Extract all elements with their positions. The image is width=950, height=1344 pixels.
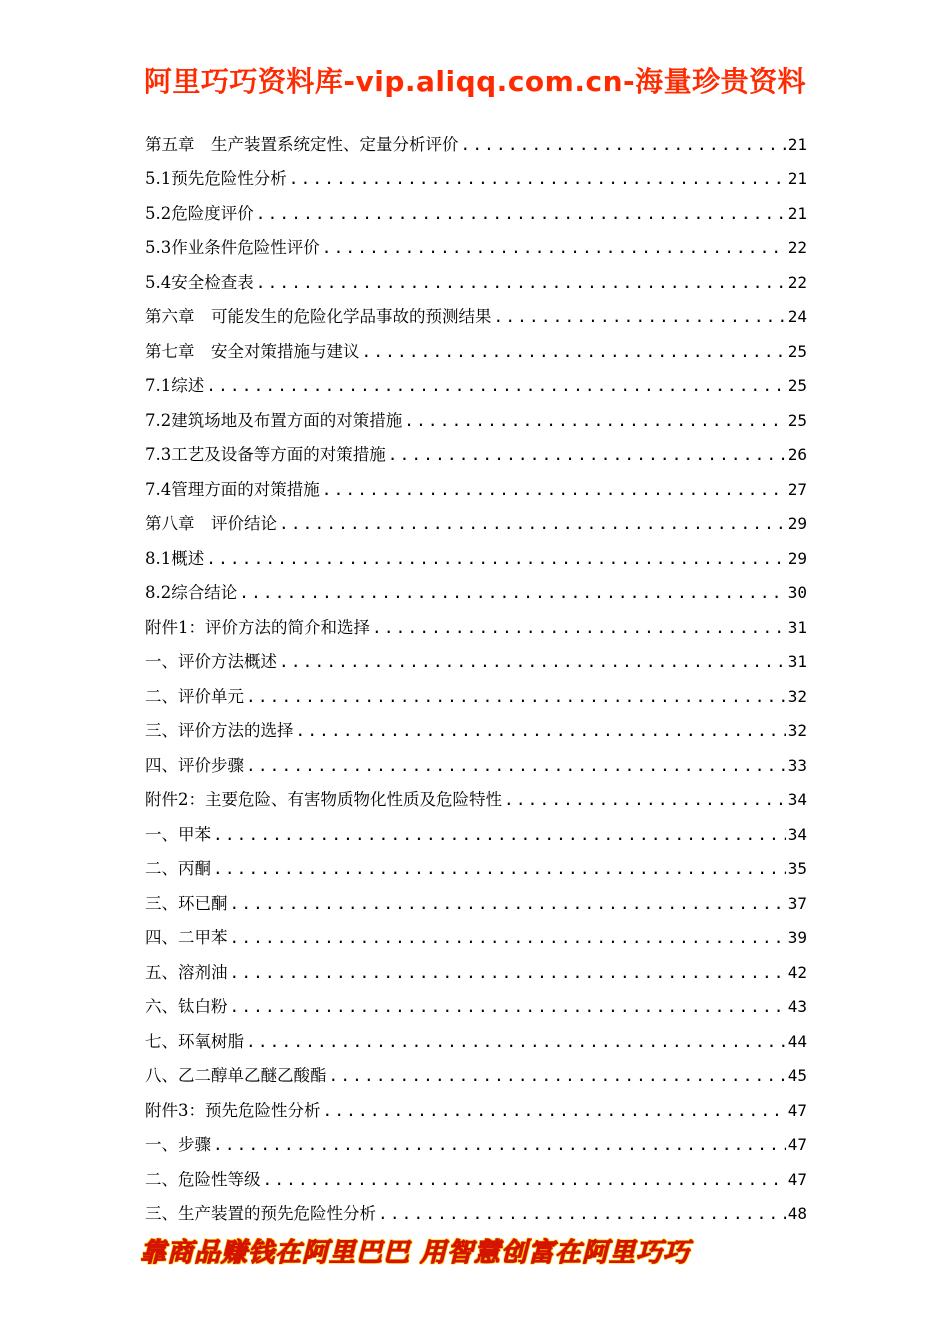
toc-entry-page: 45 xyxy=(787,1066,807,1085)
toc-entry-page: 34 xyxy=(787,790,807,809)
toc-entry[interactable] xyxy=(145,258,807,293)
toc-entry-label: 五、溶剂油 xyxy=(145,962,228,982)
toc-entry-label: 六、钛白粉 xyxy=(145,997,228,1016)
toc-leader-dots xyxy=(388,445,786,465)
toc-entry[interactable] xyxy=(145,776,807,811)
toc-entry-label: 四、评价步骤 xyxy=(145,755,244,775)
toc-leader-dots xyxy=(246,687,786,707)
toc-entry-label: 三、评价方法的选择 xyxy=(145,721,294,740)
toc-entry-page: 29 xyxy=(787,514,807,533)
toc-leader-dots xyxy=(256,204,786,224)
toc-leader-dots xyxy=(323,1101,786,1121)
toc-entry-page: 22 xyxy=(787,238,807,257)
toc-leader-dots xyxy=(289,169,786,189)
toc-leader-dots xyxy=(494,307,786,327)
toc-entry-page: 47 xyxy=(787,1135,807,1154)
toc-entry[interactable] xyxy=(145,741,807,776)
toc-entry[interactable] xyxy=(145,707,807,742)
toc-leader-dots xyxy=(322,480,786,500)
toc-leader-dots xyxy=(230,928,786,948)
toc-entry-label: 5.2危险度评价 xyxy=(145,203,254,223)
toc-leader-dots xyxy=(246,1032,786,1052)
toc-entry-label: 一、步骤 xyxy=(145,1135,211,1154)
toc-entry[interactable] xyxy=(145,948,807,983)
toc-entry-page: 21 xyxy=(787,203,807,223)
toc-entry-page: 34 xyxy=(787,824,807,844)
toc-entry-label: 一、评价方法概述 xyxy=(145,652,277,671)
toc-entry[interactable] xyxy=(145,1086,807,1121)
toc-entry[interactable] xyxy=(145,983,807,1018)
toc-entry[interactable] xyxy=(145,465,807,500)
toc-entry-page: 44 xyxy=(787,1031,807,1051)
toc-entry-label: 5.3作业条件危险性评价 xyxy=(145,238,320,257)
toc-entry-page: 42 xyxy=(787,962,807,982)
toc-leader-dots xyxy=(206,549,785,569)
toc-entry-page: 33 xyxy=(787,755,807,775)
toc-entry-page: 37 xyxy=(787,893,807,913)
toc-leader-dots xyxy=(296,721,786,741)
toc-entry-page: 35 xyxy=(787,859,807,878)
toc-entry[interactable] xyxy=(145,224,807,259)
toc-entry-label: 七、环氧树脂 xyxy=(145,1031,244,1051)
toc-entry-label: 二、丙酮 xyxy=(145,859,211,878)
toc-entry[interactable] xyxy=(145,362,807,397)
footer-banner: 靠商品赚钱在阿里巴巴 用智慧创富在阿里巧巧 xyxy=(140,1238,691,1268)
toc-entry-page: 26 xyxy=(787,445,807,464)
toc-entry-page: 21 xyxy=(787,134,807,154)
toc-entry-page: 24 xyxy=(787,307,807,326)
toc-entry-label: 7.2建筑场地及布置方面的对策措施 xyxy=(145,410,403,430)
toc-leader-dots xyxy=(206,376,785,396)
toc-leader-dots xyxy=(239,583,785,603)
toc-entry-label: 第七章 安全对策措施与建议 xyxy=(145,341,360,361)
toc-entry-label: 三、生产装置的预先危险性分析 xyxy=(145,1204,376,1223)
toc-entry[interactable] xyxy=(145,120,807,155)
toc-leader-dots xyxy=(279,652,786,672)
toc-entry-label: 四、二甲苯 xyxy=(145,928,228,947)
toc-entry-label: 附件3：预先危险性分析 xyxy=(145,1100,321,1120)
toc-leader-dots xyxy=(461,135,786,155)
toc-leader-dots xyxy=(213,859,786,879)
toc-entry[interactable] xyxy=(145,189,807,224)
toc-leader-dots xyxy=(213,825,786,845)
toc-entry-page: 25 xyxy=(787,341,807,361)
toc-leader-dots xyxy=(256,273,786,293)
toc-leader-dots xyxy=(378,1204,786,1224)
toc-entry-label: 附件1：评价方法的简介和选择 xyxy=(145,617,370,637)
table-of-contents xyxy=(145,120,807,1224)
toc-entry-page: 47 xyxy=(787,1100,807,1120)
toc-entry-label: 7.3工艺及设备等方面的对策措施 xyxy=(145,445,386,464)
toc-entry-page: 25 xyxy=(787,410,807,430)
toc-entry-label: 二、危险性等级 xyxy=(145,1169,261,1189)
toc-entry-label: 5.1预先危险性分析 xyxy=(145,169,287,188)
toc-leader-dots xyxy=(329,1066,786,1086)
toc-entry-label: 7.4管理方面的对策措施 xyxy=(145,479,320,499)
toc-entry-page: 25 xyxy=(787,376,807,395)
toc-entry-label: 第六章 可能发生的危险化学品事故的预测结果 xyxy=(145,307,492,326)
toc-entry-label: 8.1概述 xyxy=(145,548,205,568)
toc-entry[interactable] xyxy=(145,534,807,569)
toc-entry[interactable] xyxy=(145,569,807,604)
toc-entry[interactable] xyxy=(145,155,807,190)
toc-leader-dots xyxy=(230,894,786,914)
toc-entry[interactable] xyxy=(145,603,807,638)
toc-leader-dots xyxy=(279,514,786,534)
toc-entry-label: 8.2综合结论 xyxy=(145,583,238,602)
header-banner: 阿里巧巧资料库-vip.aliqq.com.cn-海量珍贵资料 xyxy=(143,65,807,98)
toc-entry[interactable] xyxy=(145,431,807,466)
toc-entry[interactable] xyxy=(145,1052,807,1087)
toc-entry-page: 30 xyxy=(787,583,807,602)
toc-leader-dots xyxy=(322,238,786,258)
toc-entry[interactable] xyxy=(145,293,807,328)
toc-entry[interactable] xyxy=(145,1155,807,1190)
toc-entry-label: 第八章 评价结论 xyxy=(145,514,277,533)
toc-entry-page: 32 xyxy=(787,686,807,706)
toc-leader-dots xyxy=(372,618,786,638)
toc-entry[interactable] xyxy=(145,1190,807,1225)
toc-entry[interactable] xyxy=(145,914,807,949)
toc-entry-label: 附件2：主要危险、有害物质物化性质及危险特性 xyxy=(145,790,502,809)
toc-entry-page: 39 xyxy=(787,928,807,947)
toc-entry-label: 7.1综述 xyxy=(145,376,205,395)
toc-entry[interactable] xyxy=(145,396,807,431)
toc-leader-dots xyxy=(362,342,786,362)
toc-entry[interactable] xyxy=(145,879,807,914)
toc-leader-dots xyxy=(246,756,786,776)
toc-entry-page: 32 xyxy=(787,721,807,740)
toc-entry[interactable] xyxy=(145,810,807,845)
toc-entry-label: 三、环已酮 xyxy=(145,893,228,913)
toc-entry-page: 21 xyxy=(787,169,807,188)
toc-entry-label: 二、评价单元 xyxy=(145,686,244,706)
toc-leader-dots xyxy=(213,1135,786,1155)
toc-entry[interactable] xyxy=(145,1017,807,1052)
toc-entry[interactable] xyxy=(145,500,807,535)
toc-leader-dots xyxy=(263,1170,786,1190)
toc-entry-page: 47 xyxy=(787,1169,807,1189)
toc-entry-page: 31 xyxy=(787,617,807,637)
toc-entry[interactable] xyxy=(145,845,807,880)
toc-leader-dots xyxy=(230,963,786,983)
toc-entry-page: 29 xyxy=(787,548,807,568)
toc-entry-page: 31 xyxy=(787,652,807,671)
toc-entry[interactable] xyxy=(145,327,807,362)
toc-entry-page: 48 xyxy=(787,1204,807,1223)
toc-entry[interactable] xyxy=(145,638,807,673)
toc-entry-label: 八、乙二醇单乙醚乙酸酯 xyxy=(145,1066,327,1085)
toc-entry-label: 第五章 生产装置系统定性、定量分析评价 xyxy=(145,134,459,154)
toc-leader-dots xyxy=(504,790,786,810)
toc-entry-label: 一、甲苯 xyxy=(145,824,211,844)
toc-entry-page: 27 xyxy=(787,479,807,499)
toc-entry[interactable] xyxy=(145,672,807,707)
toc-entry-page: 43 xyxy=(787,997,807,1016)
toc-entry[interactable] xyxy=(145,1121,807,1156)
toc-leader-dots xyxy=(404,411,785,431)
toc-leader-dots xyxy=(230,997,786,1017)
toc-entry-page: 22 xyxy=(787,272,807,292)
toc-entry-label: 5.4安全检查表 xyxy=(145,272,254,292)
